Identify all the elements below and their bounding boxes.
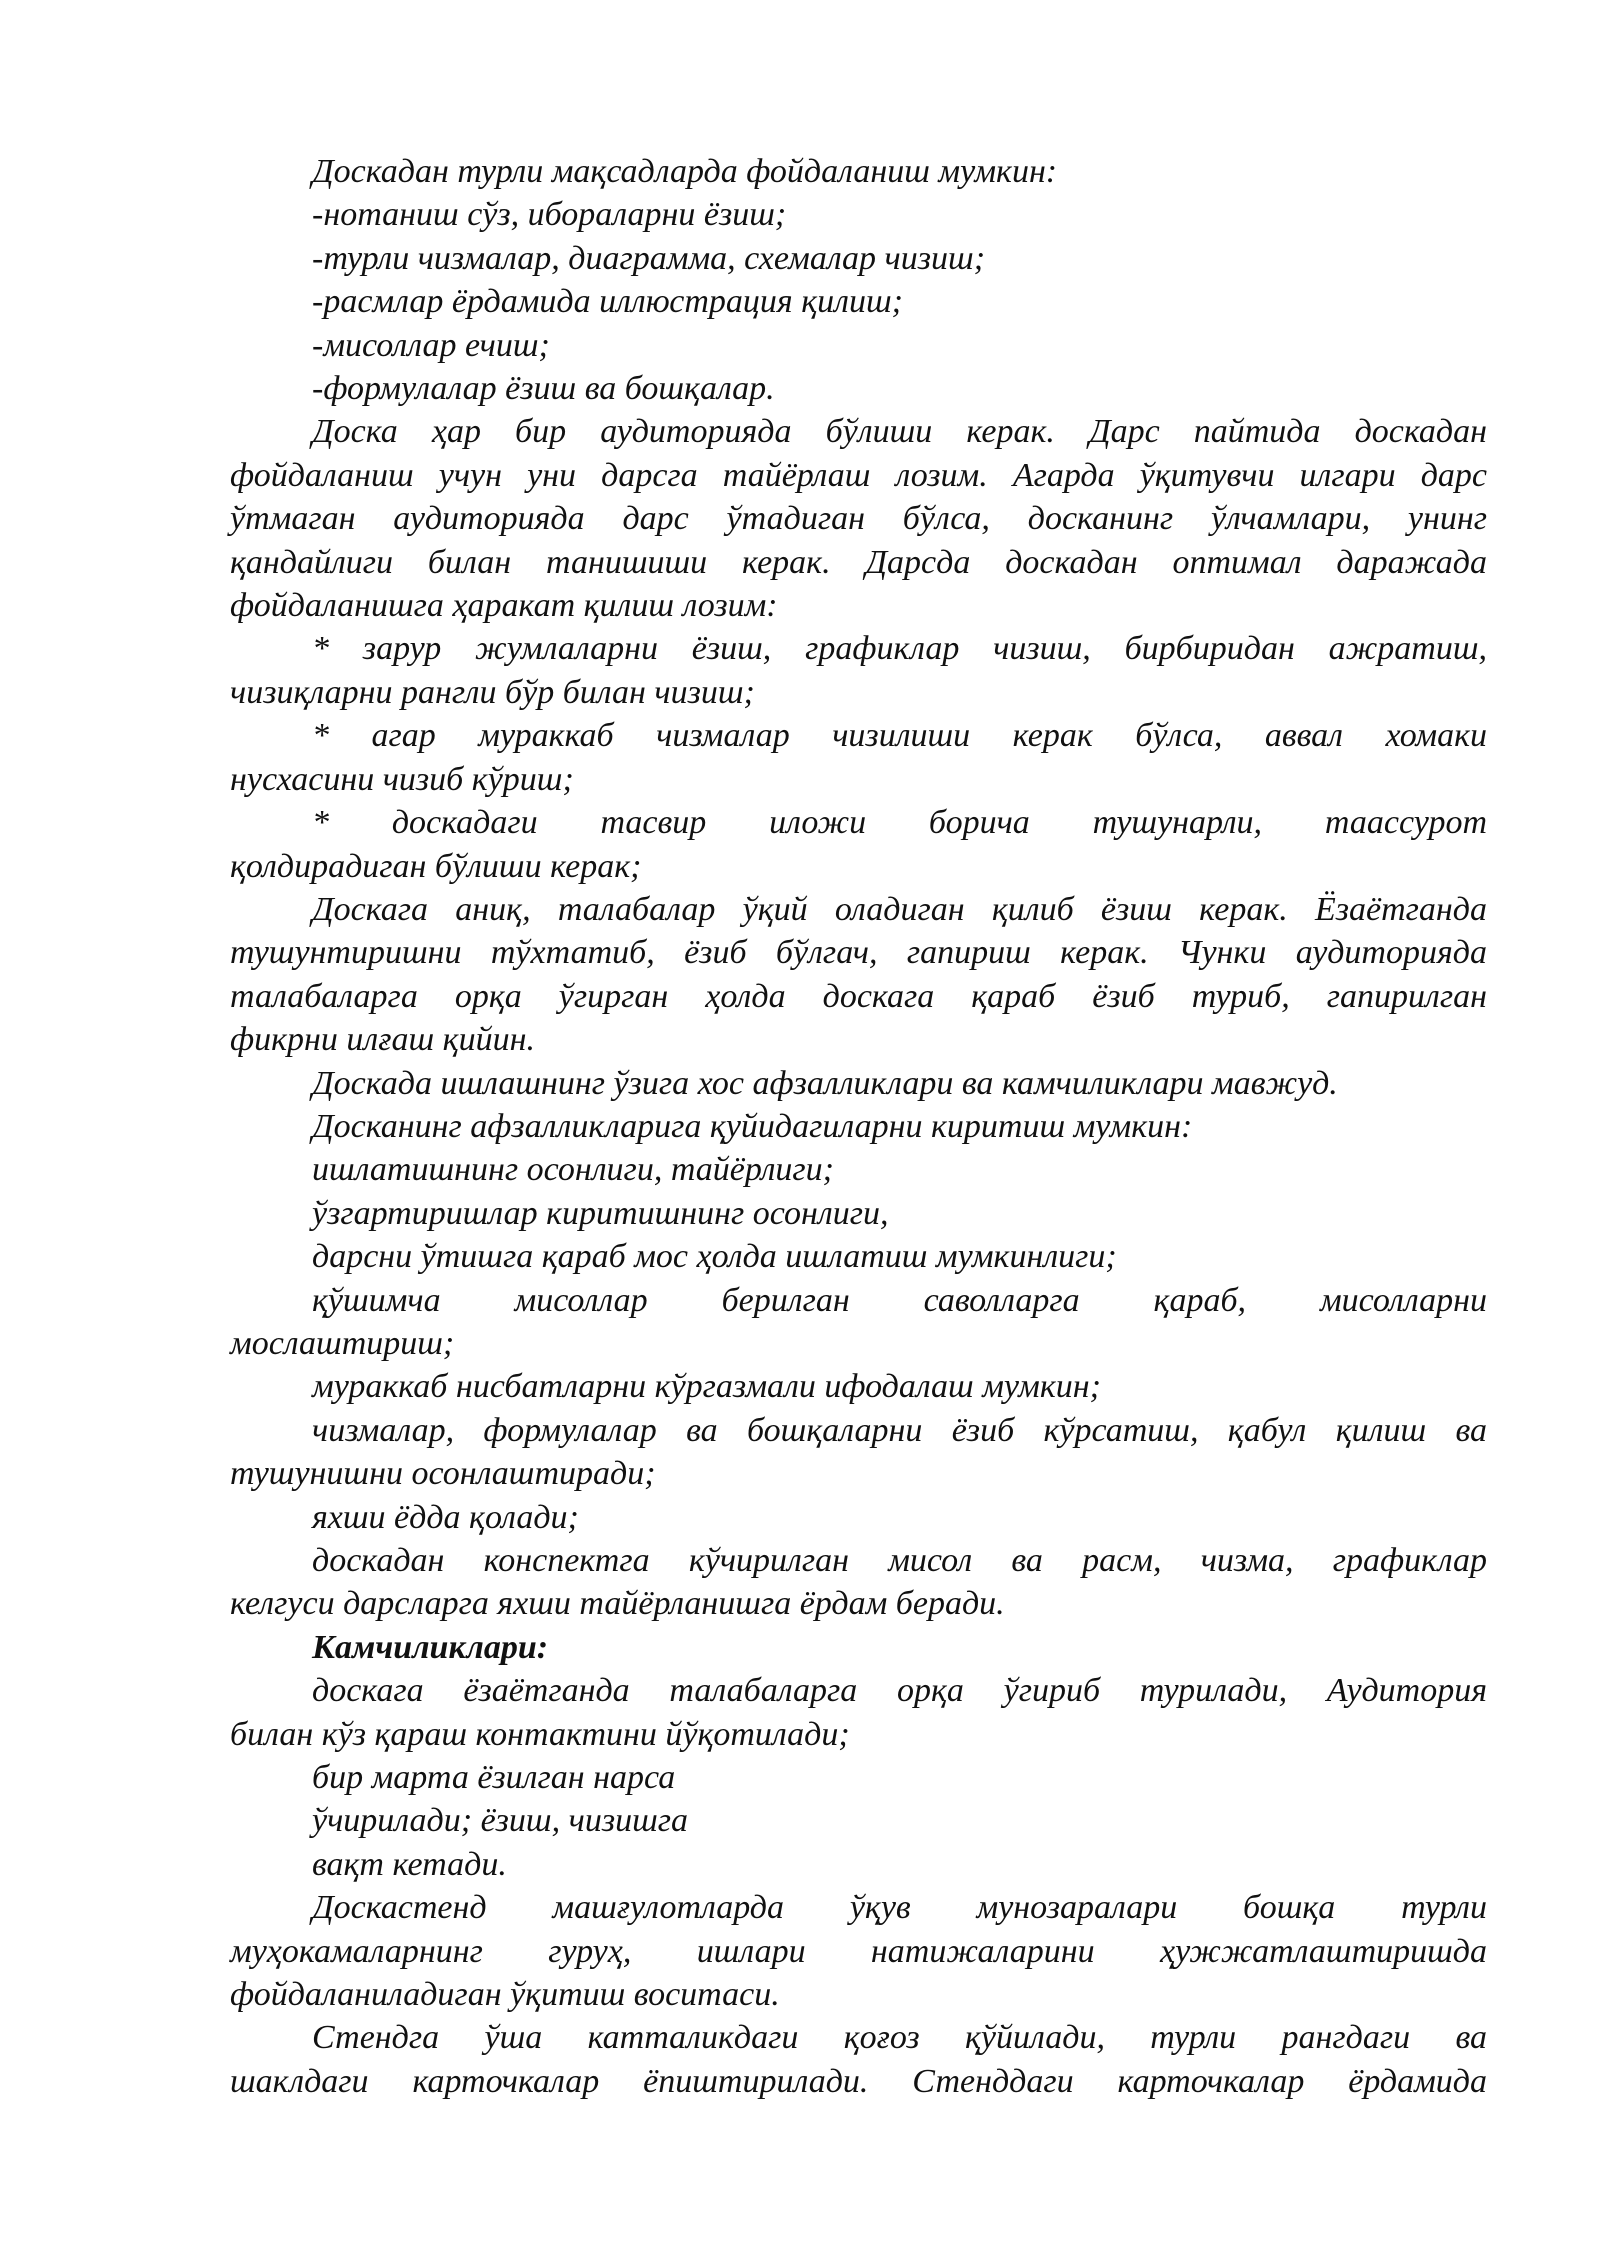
- text-line: талабаларга орқа ўгирган ҳолда доскага қараб ёзиб туриб, гапирилган: [230, 977, 1487, 1015]
- text-line: ўтмаган аудиторияда дарс ўтадиган бўлса, досканинг ўлчамлари, унинг: [230, 500, 1487, 538]
- list-item: доскадан конспектга кўчирилган мисол ва расм, чизма, графиклар: [312, 1542, 1487, 1579]
- text-line: муҳокамаларнинг гуруҳ, ишлари натижаларини ҳужжатлаштиришда: [230, 1932, 1487, 1970]
- document-page: [230, 150, 1487, 2103]
- list-item: ишлатишнинг осонлиги, тайёрлиги;: [312, 1151, 835, 1189]
- text-line: Стендга ўша катталикдаги қоғоз қўйилади, турли рангдаги ва: [312, 2019, 1487, 2057]
- text-line: мослаштириш;: [230, 1324, 455, 1362]
- list-item: бир марта ёзилган нарса: [312, 1759, 676, 1797]
- text-line: Доскада ишлашнинг ўзига хос афзалликлари ва камчиликлари мавжуд.: [312, 1064, 1338, 1102]
- text-line: билан кўз қараш контактини йўқотилади;: [230, 1715, 850, 1753]
- text-line: Доска ҳар бир аудиторияда бўлиши керак. Дарс пайтида доскадан: [312, 413, 1487, 451]
- text-line: фойдаланиладиган ўқитиш воситаси.: [230, 1976, 780, 2014]
- text-line: келгуси дарсларга яхши тайёрланишга ёрдам беради.: [230, 1585, 1005, 1623]
- list-item: * зарур жумлаларни ёзиш, графиклар чизиш, бирбиридан ажратиш,: [312, 630, 1487, 668]
- text-line: тушунишни осонлаштиради;: [230, 1455, 656, 1493]
- list-item: мураккаб нисбатларни кўргазмали ифодалаш мумкин;: [312, 1368, 1101, 1406]
- list-item: -мисоллар ечиш;: [312, 326, 550, 364]
- text-line: фойдаланиш учун уни дарсга тайёрлаш лозим. Агарда ўқитувчи илгари дарс: [230, 456, 1487, 494]
- text-line: фойдаланишга ҳаракат қилиш лозим:: [230, 587, 778, 625]
- list-item: чизмалар, формулалар ва бошқаларни ёзиб кўрсатиш, қабул қилиш ва: [312, 1411, 1487, 1449]
- text-line: шаклдаги карточкалар ёпиштирилади. Стенддаги карточкалар ёрдамида: [230, 2062, 1487, 2100]
- text-line: тушунтиришни тўхтатиб, ёзиб бўлгач, гапириш керак. Чунки аудиторияда: [230, 934, 1487, 972]
- list-item: ўчирилади; ёзиш, чизишга: [312, 1802, 689, 1840]
- list-item: вақт кетади.: [312, 1845, 507, 1883]
- text-line: нусхасини чизиб кўриш;: [230, 760, 574, 798]
- list-item: яхши ёдда қолади;: [312, 1498, 579, 1536]
- list-item: қўшимча мисоллар берилган саволларга қараб, мисолларни: [312, 1281, 1487, 1319]
- text-line: Доскага аниқ, талабалар ўқий оладиган қилиб ёзиш керак. Ёзаётганда: [312, 890, 1487, 928]
- list-item: дарсни ўтишга қараб мос ҳолда ишлатиш мумкинлиги;: [312, 1238, 1117, 1276]
- text-line: фикрни илғаш қийин.: [230, 1021, 535, 1059]
- list-item: -нотаниш сўз, ибораларни ёзиш;: [312, 196, 787, 234]
- list-item: ўзгартиришлар киритишнинг осонлиги,: [312, 1194, 889, 1232]
- text-line: қолдирадиган бўлиши керак;: [230, 847, 642, 885]
- section-heading: Камчиликлари:: [312, 1628, 549, 1666]
- text-line: Доскастенд машғулотларда ўқув мунозаралари бошқа турли: [312, 1889, 1487, 1927]
- text-line: чизиқларни рангли бўр билан чизиш;: [230, 673, 755, 711]
- list-item: * агар мураккаб чизмалар чизилиши керак бўлса, аввал хомаки: [312, 717, 1487, 755]
- list-item: -формулалар ёзиш ва бошқалар.: [312, 370, 775, 408]
- text-line: Доскадан турли мақсадларда фойдаланиш мумкин:: [312, 153, 1058, 190]
- list-item: -турли чизмалар, диаграмма, схемалар чизиш;: [312, 239, 986, 277]
- list-item: доскага ёзаётганда талабаларга орқа ўгириб турилади, Аудитория: [312, 1672, 1487, 1710]
- text-line: қандайлиги билан танишиши керак. Дарсда доскадан оптимал даражада: [230, 543, 1487, 581]
- list-item: * доскадаги тасвир иложи борича тушунарли, таассурот: [312, 804, 1487, 842]
- text-line: Досканинг афзалликларига қуйидагиларни киритиш мумкин:: [312, 1107, 1193, 1145]
- list-item: -расмлар ёрдамида иллюстрация қилиш;: [312, 283, 903, 321]
